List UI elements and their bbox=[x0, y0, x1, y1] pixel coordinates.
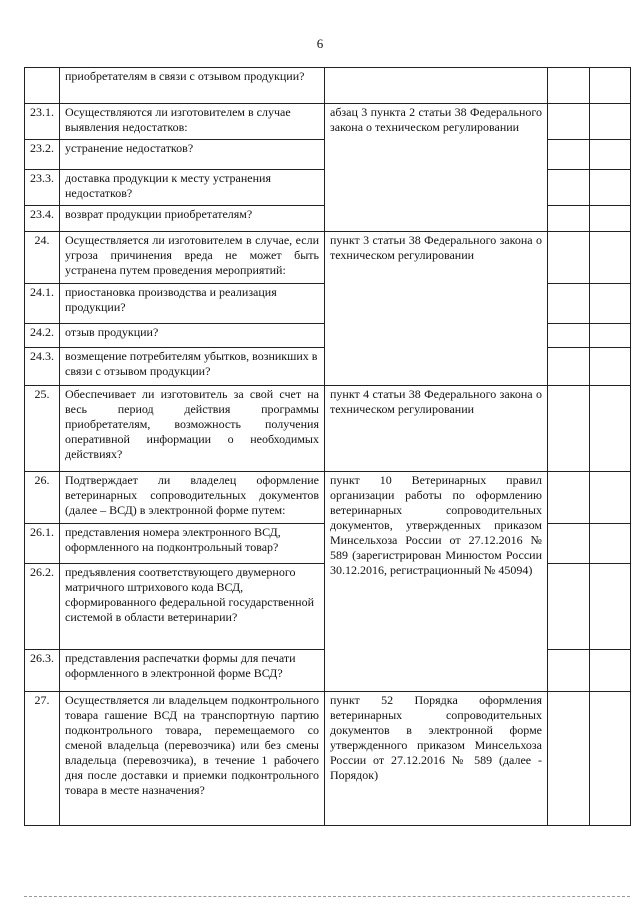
row-number: 26.3. bbox=[25, 650, 60, 692]
row-number bbox=[25, 68, 60, 104]
answer-cell bbox=[548, 386, 590, 472]
table-row bbox=[25, 232, 631, 284]
note-cell bbox=[590, 472, 631, 524]
question-text: отзыв продукции? bbox=[60, 324, 325, 348]
note-cell bbox=[590, 206, 631, 232]
legal-reference: пункт 10 Ветеринарных правил организации работы по оформлению ветеринарных сопроводительных документов, утвержденных приказом Минсельхоза России от 27.12.2016 № 589 (зарегистрирован Минюстом России 30.12.2016, регистрационный № 45094) bbox=[325, 472, 548, 692]
question-text: представления распечатки формы для печати оформленного в электронной форме ВСД? bbox=[60, 650, 325, 692]
legal-reference bbox=[325, 68, 548, 104]
question-text: Подтверждает ли владелец оформление ветеринарных сопроводительных документов (далее – ВСД) в электронной форме путем: bbox=[60, 472, 325, 524]
row-number: 23.4. bbox=[25, 206, 60, 232]
answer-cell bbox=[548, 650, 590, 692]
note-cell bbox=[590, 324, 631, 348]
question-text: устранение недостатков? bbox=[60, 140, 325, 170]
note-cell bbox=[590, 170, 631, 206]
question-text: представления номера электронного ВСД, оформленного на подконтрольный товар? bbox=[60, 524, 325, 564]
question-text: Осуществляется ли изготовителем в случае, если угроза причинения вреда не может быть устранена путем проведения мероприятий: bbox=[60, 232, 325, 284]
answer-cell bbox=[548, 232, 590, 284]
note-cell bbox=[590, 564, 631, 650]
question-text: возврат продукции приобретателям? bbox=[60, 206, 325, 232]
table-row bbox=[25, 68, 631, 104]
note-cell bbox=[590, 68, 631, 104]
note-cell bbox=[590, 348, 631, 386]
row-number: 23.3. bbox=[25, 170, 60, 206]
question-text: Осуществляется ли владельцем подконтрольного товара гашение ВСД на транспортную партию подконтрольного товара, перемещаемого со сменой владельца (перевозчика) или без смены владельца (перевозчика), в течение 1 рабочего дня после доставки и приемки подконтрольного товара в месте назначения? bbox=[60, 692, 325, 826]
table-row bbox=[25, 472, 631, 524]
note-cell bbox=[590, 232, 631, 284]
row-number: 26.1. bbox=[25, 524, 60, 564]
row-number: 24.2. bbox=[25, 324, 60, 348]
checklist-table bbox=[24, 67, 631, 826]
legal-reference: абзац 3 пункта 2 статьи 38 Федерального закона о техническом регулировании bbox=[325, 104, 548, 232]
row-number: 24.1. bbox=[25, 284, 60, 324]
note-cell bbox=[590, 692, 631, 826]
answer-cell bbox=[548, 140, 590, 170]
table-row bbox=[25, 386, 631, 472]
answer-cell bbox=[548, 284, 590, 324]
question-text: предъявления соответствующего двумерного матричного штрихового кода ВСД, сформированного федеральной государственной системой в области ветеринарии? bbox=[60, 564, 325, 650]
note-cell bbox=[590, 386, 631, 472]
answer-cell bbox=[548, 170, 590, 206]
legal-reference: пункт 4 статьи 38 Федерального закона о техническом регулировании bbox=[325, 386, 548, 472]
answer-cell bbox=[548, 524, 590, 564]
answer-cell bbox=[548, 206, 590, 232]
legal-reference: пункт 3 статьи 38 Федерального закона о техническом регулировании bbox=[325, 232, 548, 386]
question-text: приостановка производства и реализация продукции? bbox=[60, 284, 325, 324]
row-number: 23.1. bbox=[25, 104, 60, 140]
note-cell bbox=[590, 104, 631, 140]
answer-cell bbox=[548, 692, 590, 826]
answer-cell bbox=[548, 564, 590, 650]
row-number: 27. bbox=[25, 692, 60, 826]
row-number: 23.2. bbox=[25, 140, 60, 170]
note-cell bbox=[590, 650, 631, 692]
question-text: Осуществляются ли изготовителем в случае выявления недостатков: bbox=[60, 104, 325, 140]
row-number: 26.2. bbox=[25, 564, 60, 650]
page-number: 6 bbox=[316, 36, 324, 51]
question-text: доставка продукции к месту устранения недостатков? bbox=[60, 170, 325, 206]
table-row bbox=[25, 104, 631, 140]
answer-cell bbox=[548, 104, 590, 140]
answer-cell bbox=[548, 324, 590, 348]
row-number: 24. bbox=[25, 232, 60, 284]
row-number: 25. bbox=[25, 386, 60, 472]
answer-cell bbox=[548, 68, 590, 104]
row-number: 26. bbox=[25, 472, 60, 524]
answer-cell bbox=[548, 348, 590, 386]
question-text: возмещение потребителям убытков, возникших в связи с отзывом продукции? bbox=[60, 348, 325, 386]
question-text: приобретателям в связи с отзывом продукции? bbox=[60, 68, 325, 104]
note-cell bbox=[590, 284, 631, 324]
footer-divider bbox=[24, 896, 630, 897]
legal-reference: пункт 52 Порядка оформления ветеринарных сопроводительных документов в электронной форме утвержденного приказом Минсельхоза России от 27.12.2016 № 589 (далее - Порядок) bbox=[325, 692, 548, 826]
question-text: Обеспечивает ли изготовитель за свой счет на весь период действия программы приобретателям, возможность получения оперативной информации о необходимых действиях? bbox=[60, 386, 325, 472]
table-row bbox=[25, 692, 631, 826]
answer-cell bbox=[548, 472, 590, 524]
row-number: 24.3. bbox=[25, 348, 60, 386]
note-cell bbox=[590, 524, 631, 564]
note-cell bbox=[590, 140, 631, 170]
